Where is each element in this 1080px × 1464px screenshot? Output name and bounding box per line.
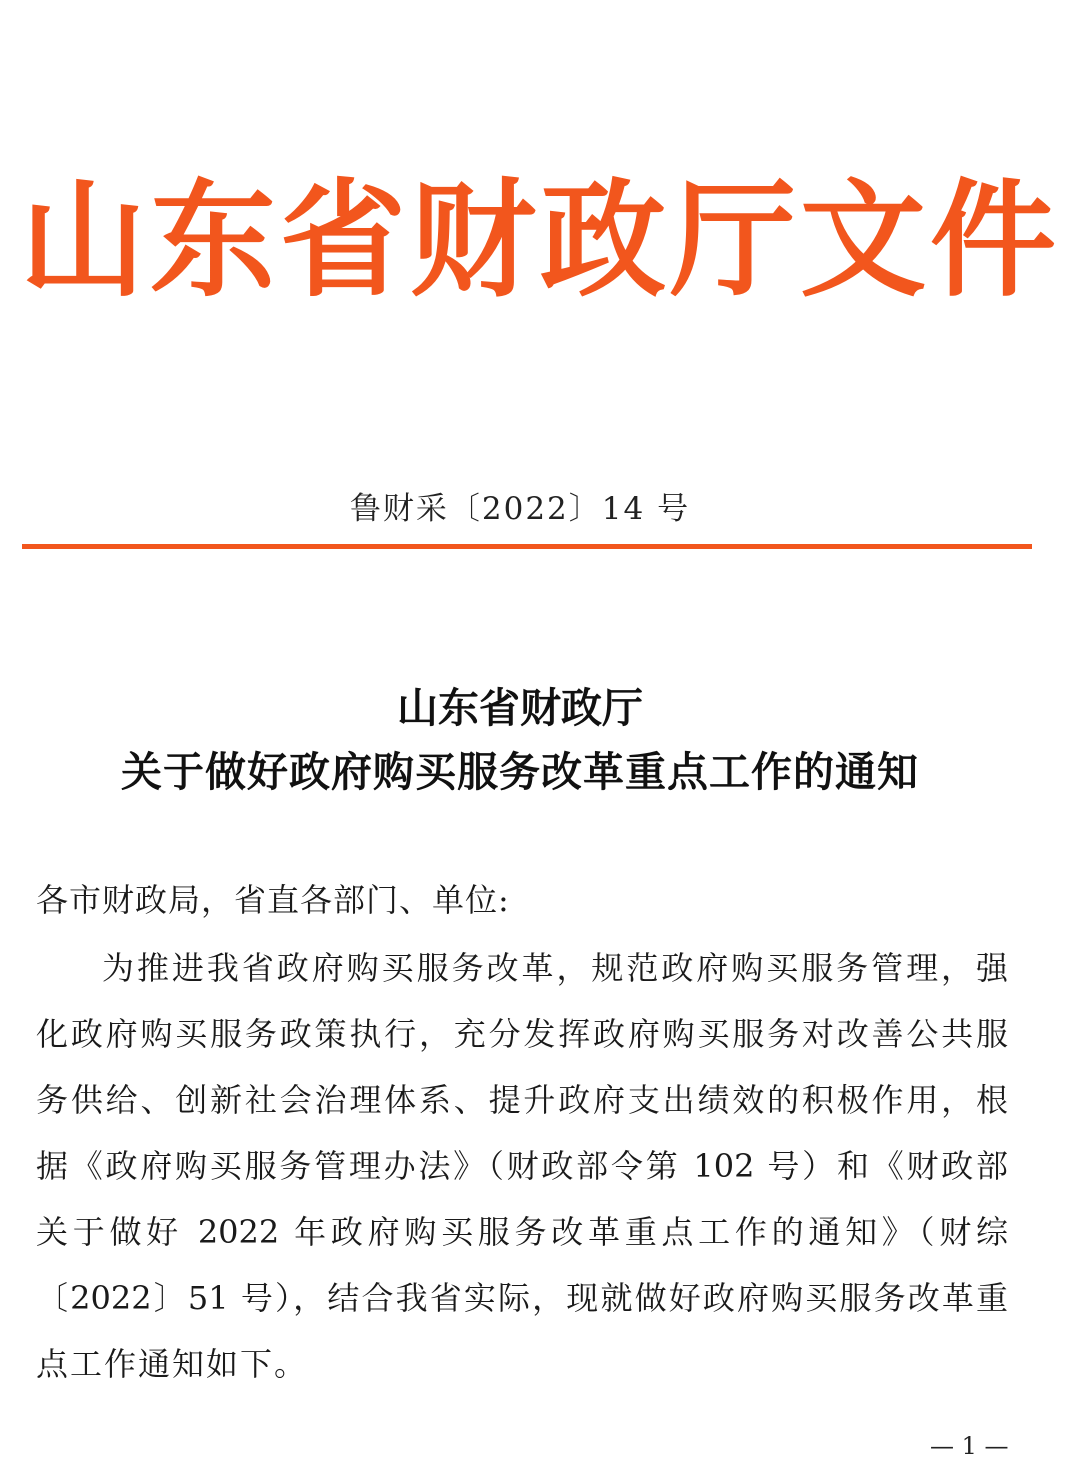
body-line: 化政府购买服务政策执行，充分发挥政府购买服务对改善公共服 [36, 1015, 1008, 1053]
body-line: 据《政府购买服务管理办法》（财政部令第 102 号）和《财政部 [36, 1147, 1008, 1185]
body-line: 〔2022〕51 号），结合我省实际，现就做好政府购买服务改革重 [36, 1279, 1008, 1317]
salutation: 各市财政局，省直各部门、单位: [36, 881, 510, 919]
red-divider-line [22, 544, 1032, 549]
page-number: — 1 — [930, 1432, 1009, 1460]
notice-title-subject: 关于做好政府购买服务改革重点工作的通知 [121, 748, 919, 796]
body-line: 为推进我省政府购买服务改革，规范政府购买服务管理，强 [102, 949, 1008, 987]
body-line: 关于做好 2022 年政府购买服务改革重点工作的通知》（财综 [36, 1213, 1008, 1251]
body-line: 点工作通知如下。 [36, 1345, 309, 1383]
document-number: 鲁财采〔2022〕14 号 [349, 491, 691, 527]
notice-title-issuer: 山东省财政厅 [397, 684, 643, 732]
body-line: 务供给、创新社会治理体系、提升政府支出绩效的积极作用，根 [36, 1081, 1008, 1119]
masthead-title: 山东省财政厅文件 [20, 167, 1060, 314]
